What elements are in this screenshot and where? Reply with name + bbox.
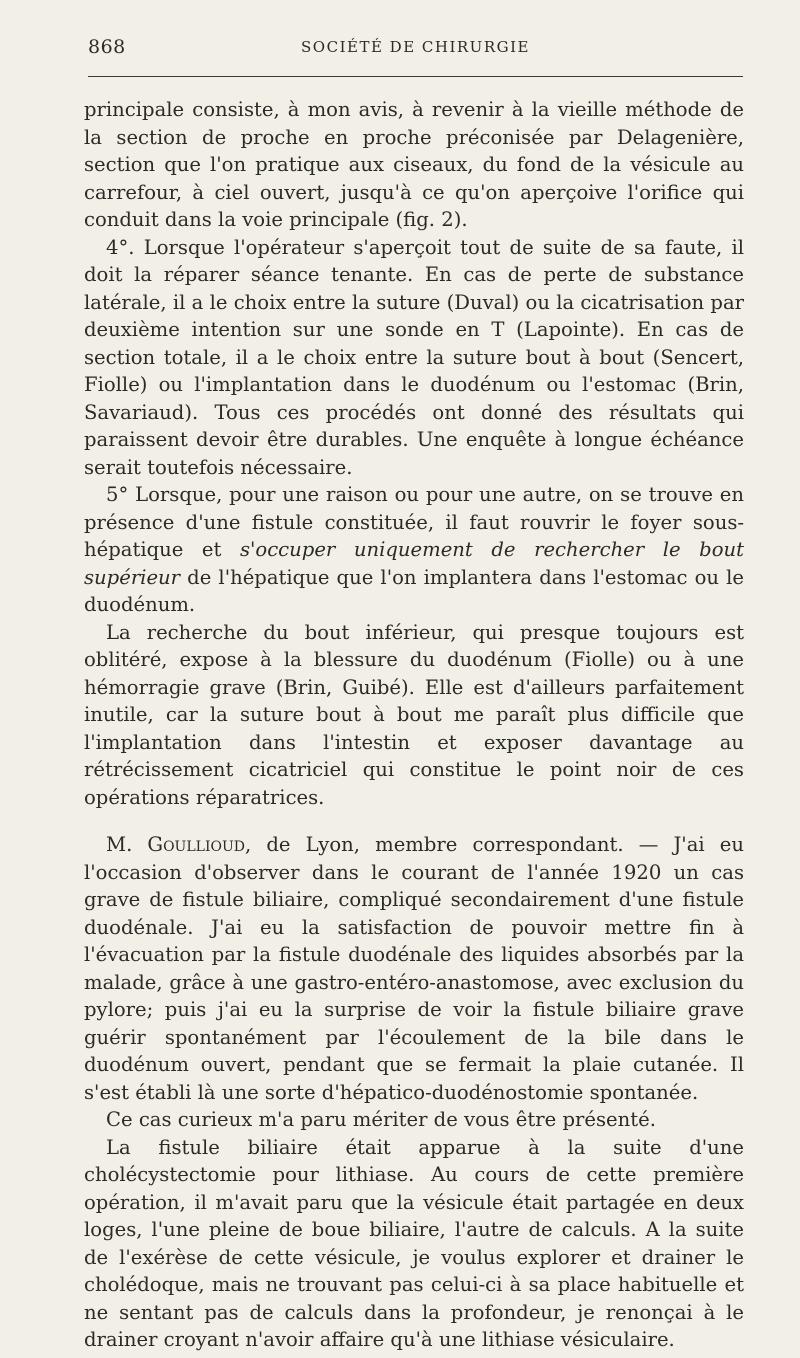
page-number: 868 [88,36,126,58]
header-rule [88,76,743,77]
paragraph-2: 4°. Lorsque l'opérateur s'aperçoit tout de suite de sa faute, il doit la réparer séance tenante. En cas de perte de substance latérale, il a le choix entre la suture (Duval) ou la cicatrisation par deuxième intention sur une sonde en T (Lapointe). En cas de section totale, il a le choix entre la suture bout à bout (Sencert, Fiolle) ou l'implantation dans le duodénum ou l'estomac (Brin, Savariaud). Tous ces procédés ont donné des résultats qui paraissent devoir être durables. Une enquête à longue échéance serait toutefois nécessaire. [84,235,744,479]
paragraph-5 [84,831,744,1106]
body-text [84,96,744,1354]
running-title: SOCIÉTÉ DE CHIRURGIE [301,38,530,56]
speaker-name: M. Goullioud [106,833,245,856]
paragraph-3-text-end: de l'hépatique que l'on implantera dans l'estomac ou le duodénum. [84,565,744,616]
paragraph-5-text: , de Lyon, membre correspondant. — J'ai eu l'occasion d'observer dans le courant de l'année 1920 un cas grave de fistule biliaire, compliqué secondairement d'une fistule duodénale. J'ai eu la satisfaction de pouvoir mettre fin à l'évacuation par la fistule duodénale des liquides absorbés par la malade, grâce à une gastro-entéro-anastomose, avec exclusion du pylore; puis j'ai eu la surprise de voir la fistule biliaire grave guérir spontanément par l'écoulement de la bile dans le duodénum ouvert, pendant que se fermait la plaie cutanée. Il s'est établi là une sorte d'hépatico-duodénostomie spontanée. [84,833,744,1104]
paragraph-6: Ce cas curieux m'a paru mériter de vous être présenté. [106,1108,656,1131]
paragraph-3 [84,481,744,619]
paragraph-3-italic: s'occuper uniquement de rechercher le bout supérieur [84,538,744,589]
page-header [88,36,743,64]
paragraph-3-text: 5° Lorsque, pour une raison ou pour une autre, on se trouve en présence d'une fistule constituée, il faut rouvrir le foyer sous-hépatique et [84,483,744,561]
paragraph-4: La recherche du bout inférieur, qui presque toujours est oblitéré, expose à la blessure du duodénum (Fiolle) ou à une hémorragie grave (Brin, Guibé). Elle est d'ailleurs parfaitement inutile, car la suture bout à bout me paraît plus difficile que l'implantation dans l'intestin et exposer davantage au rétrécissement cicatriciel qui constitue le point noir de ces opérations réparatrices. [84,620,744,809]
paragraph-7: La fistule biliaire était apparue à la suite d'une cholécystectomie pour lithiase. Au cours de cette première opération, il m'avait paru que la vésicule était partagée en deux loges, l'une pleine de boue biliaire, l'autre de calculs. A la suite de l'exérèse de cette vésicule, je voulus explorer et drainer le cholédoque, mais ne trouvant pas celui-ci à sa place habituelle et ne sentant pas de calculs dans la profondeur, je renonçai à le drainer croyant n'avoir affaire qu'à une lithiase vésiculaire. [84,1135,744,1351]
paragraph-1: principale consiste, à mon avis, à revenir à la vieille méthode de la section de proche en proche préconisée par Delagenière, section que l'on pratique aux ciseaux, du fond de la vésicule au carrefour, à ciel ouvert, jusqu'à ce qu'on aperçoive l'orifice qui conduit dans la voie principale (fig. 2). [84,98,744,231]
